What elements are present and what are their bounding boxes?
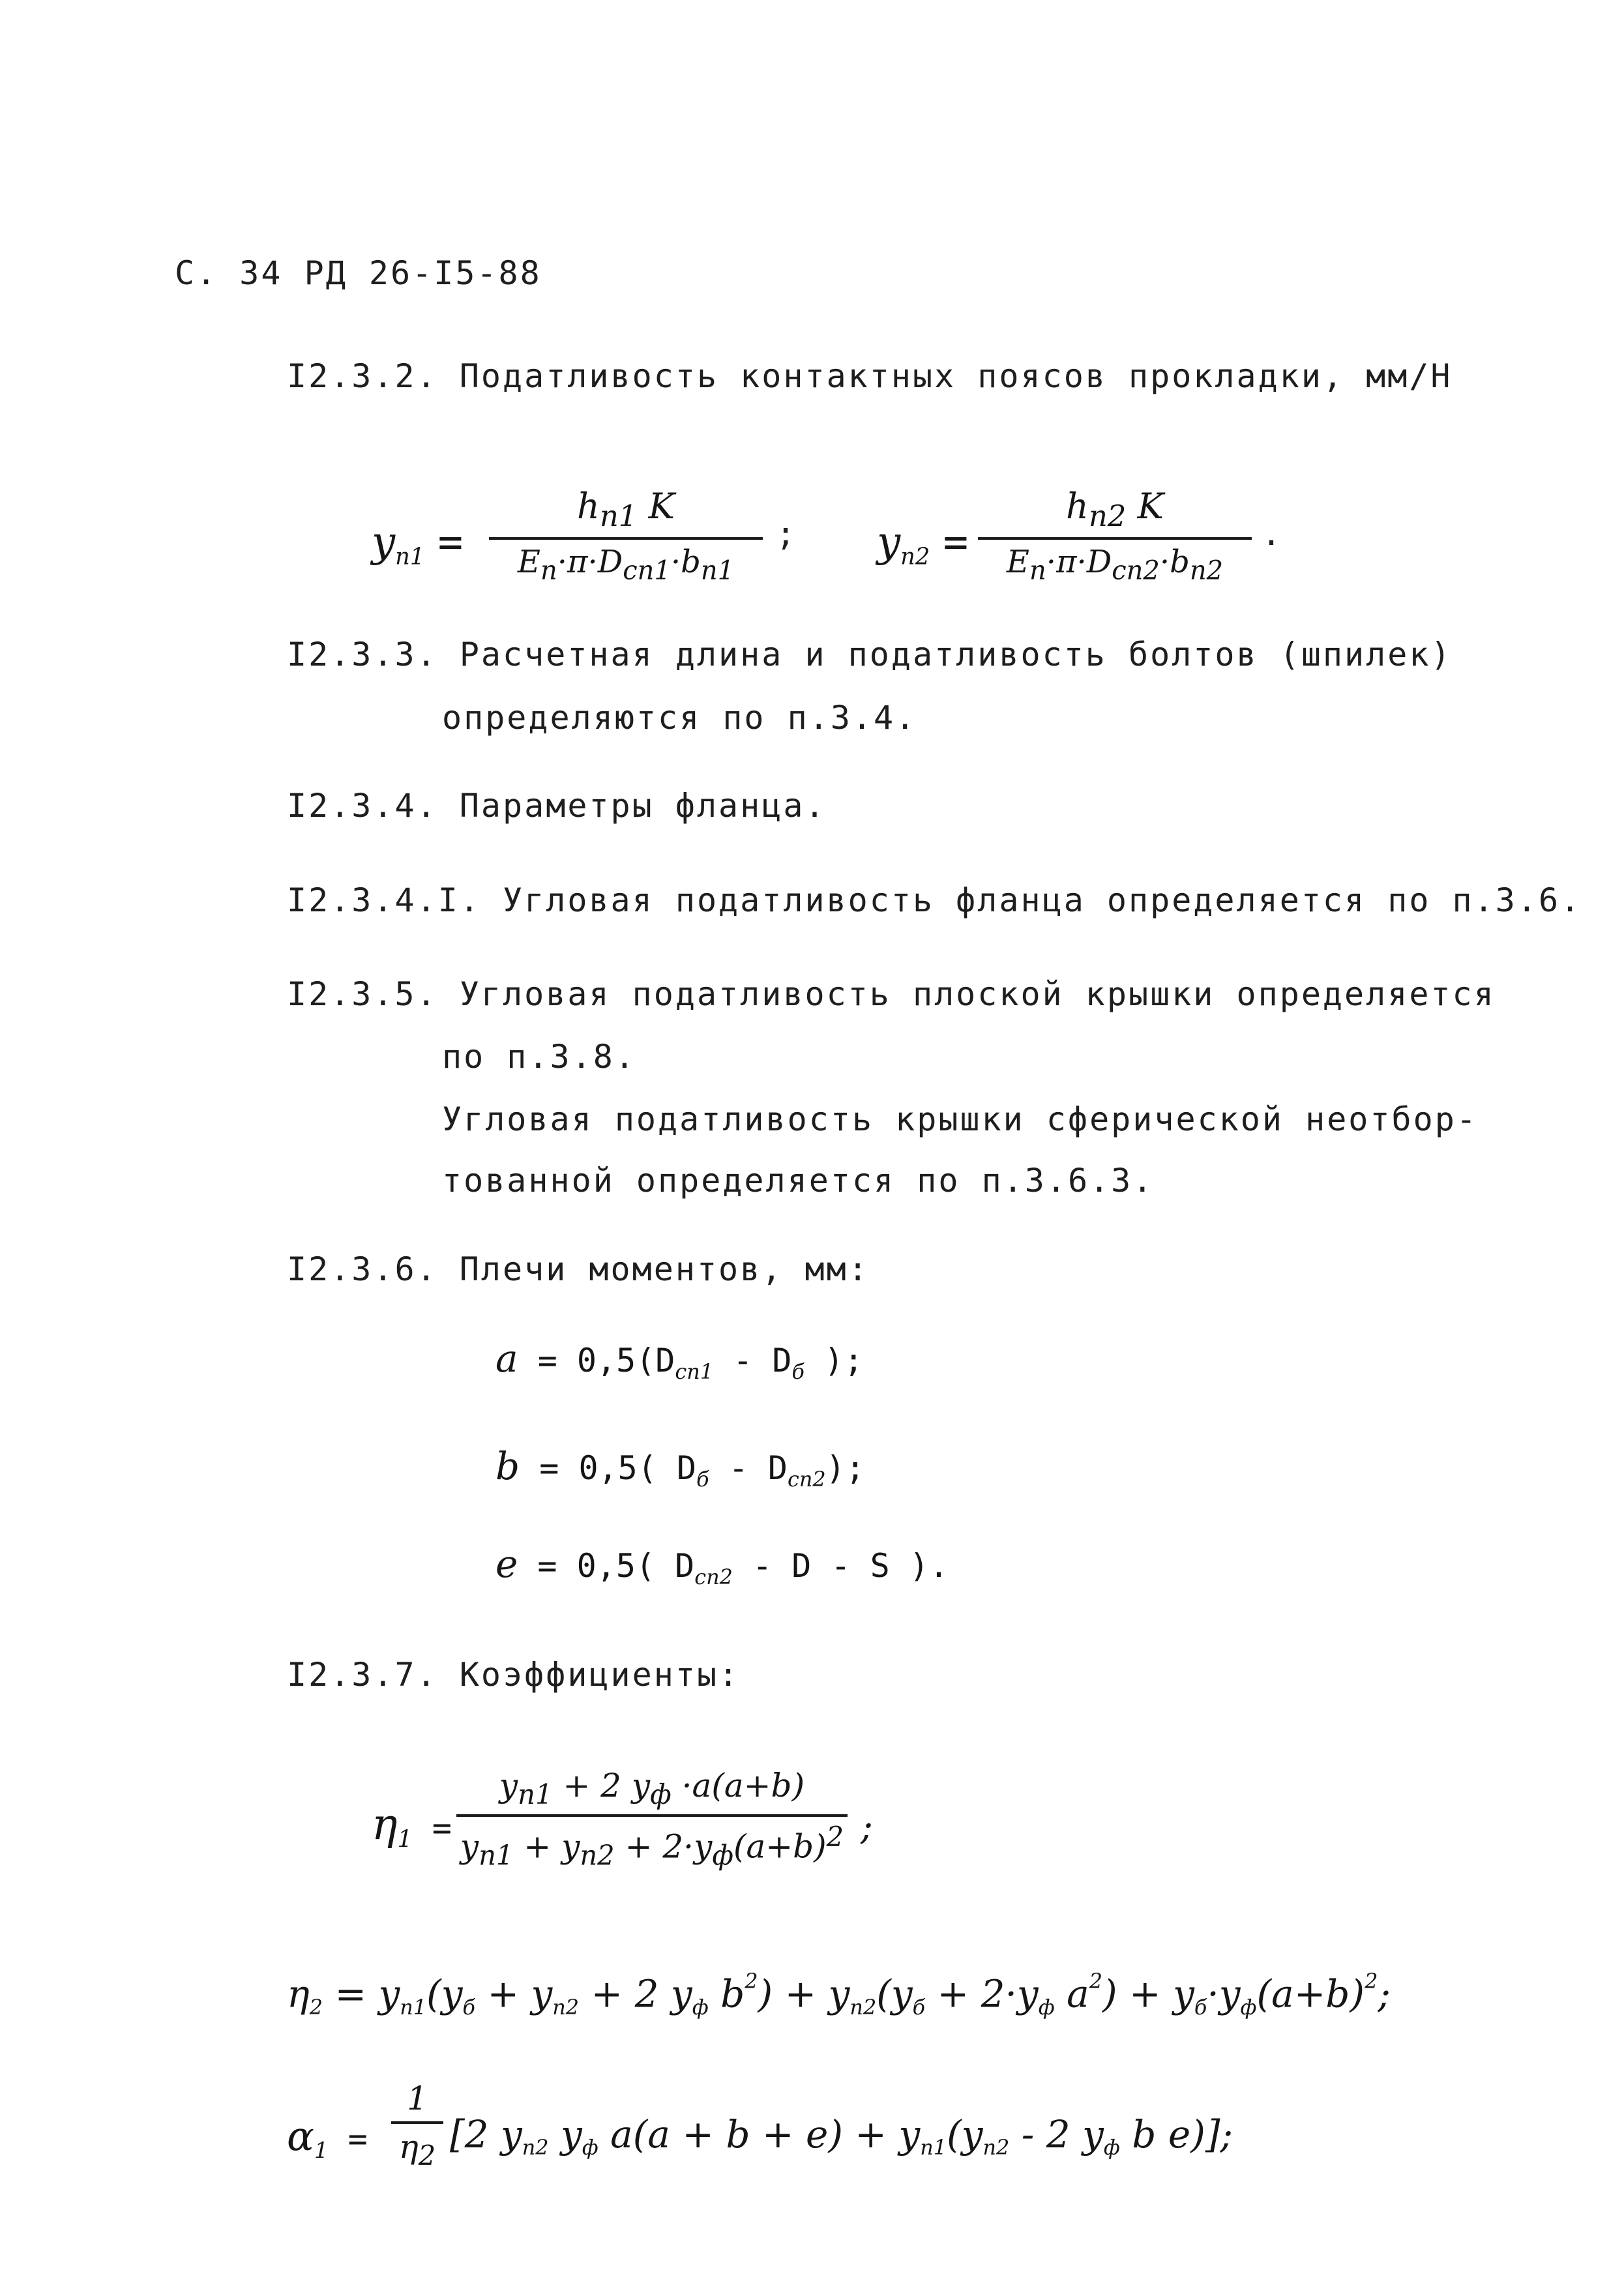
formula-separator: ; <box>776 515 798 553</box>
section-12-3-5-line3: Угловая податливость крышки сферической неотбор- <box>442 1100 1478 1138</box>
formula-y-p2-lhs: $y_{п2}$ = <box>877 518 969 570</box>
page-header: С. 34 РД 26-I5-88 <box>175 254 542 292</box>
formula-alpha1-lhs: $\alpha_1$ = <box>287 2112 368 2164</box>
formula-y-p1-numerator: $h_{п1}$ K <box>577 486 675 533</box>
formula-y-p2-numerator: $h_{п2}$ K <box>1066 486 1164 533</box>
formula-eta1-fraction <box>456 1767 848 1872</box>
section-12-3-4-heading: I2.3.4. Параметры фланца. <box>287 787 827 825</box>
section-12-3-4-1-text: I2.3.4.I. Угловая податливость фланца определяется по п.3.6. <box>287 881 1582 919</box>
formula-eta1-numerator: $y_{п1} + 2$ $y_ф \cdot a(a+b)$ <box>499 1767 805 1810</box>
formula-alpha1-denominator: $\eta_2$ <box>398 2128 436 2171</box>
formula-alpha1-fraction <box>391 2080 443 2171</box>
section-12-3-3-line2: определяются по п.3.4. <box>442 699 917 737</box>
section-12-3-3-line1: I2.3.3. Расчетная длина и податливость болтов (шпилек) <box>287 636 1453 673</box>
formula-alpha1-numerator: 1 <box>407 2080 428 2117</box>
section-12-3-7-heading: I2.3.7. Коэффициенты: <box>287 1656 741 1694</box>
fraction-bar <box>978 537 1252 540</box>
formula-b: b = 0,5( $D_б - D_{сп2}$); <box>495 1444 865 1492</box>
formula-y-p2-denominator: $E_п\cdot\pi\cdot D_{сп2}\cdot b_{п2}$ <box>1006 543 1224 586</box>
section-12-3-5-line2: по п.3.8. <box>442 1038 636 1076</box>
formula-y-p1-denominator: $E_п\cdot\pi\cdot D_{сп1}\cdot b_{п1}$ <box>517 543 735 586</box>
fraction-bar <box>391 2121 443 2124</box>
formula-eta1-semicolon: ; <box>861 1806 873 1848</box>
section-12-3-2-heading: I2.3.2. Податливость контактных поясов прокладки, мм/Н <box>287 357 1453 395</box>
section-12-3-6-heading: I2.3.6. Плечи моментов, мм: <box>287 1250 870 1288</box>
formula-alpha1-body: [2 $y_{п2}$ $y_ф$ $a(a + b + e) + y_{п1}(y_{п2} - 2$ $y_ф$ b e)]; <box>450 2112 1233 2160</box>
section-12-3-5-line1: I2.3.5. Угловая податливость плоской крышки определяется <box>287 975 1496 1013</box>
formula-end-period: . <box>1262 515 1284 553</box>
formula-y-p1-lhs: $y_{п1}$ = <box>372 518 464 570</box>
formula-a: $a = 0,5(D_{сп1} - D_б$ ); <box>495 1336 864 1385</box>
formula-e: e = 0,5( $D_{сп2}$ - D - S ). <box>495 1542 949 1590</box>
formula-eta2: $\eta_2 = y_{п1}(y_б + y_{п2} + 2$ $y_ф$ $b^2) + y_{п2}(y_б + 2\cdot y_ф$ $a^2) + y_б\cdot y_ф(a+b)^2$; <box>287 1969 1391 2020</box>
formula-y-p1-fraction <box>489 486 763 585</box>
fraction-bar <box>456 1814 848 1817</box>
formula-eta1-denominator: $y_{п1} + y_{п2} + 2\cdot y_ф(a+b)^2$ <box>460 1821 844 1872</box>
formula-eta1-lhs: $\eta_1$ = <box>372 1799 452 1853</box>
fraction-bar <box>489 537 763 540</box>
formula-y-p2-fraction <box>978 486 1252 585</box>
section-12-3-5-line4: тованной определяется по п.3.6.3. <box>442 1162 1155 1199</box>
